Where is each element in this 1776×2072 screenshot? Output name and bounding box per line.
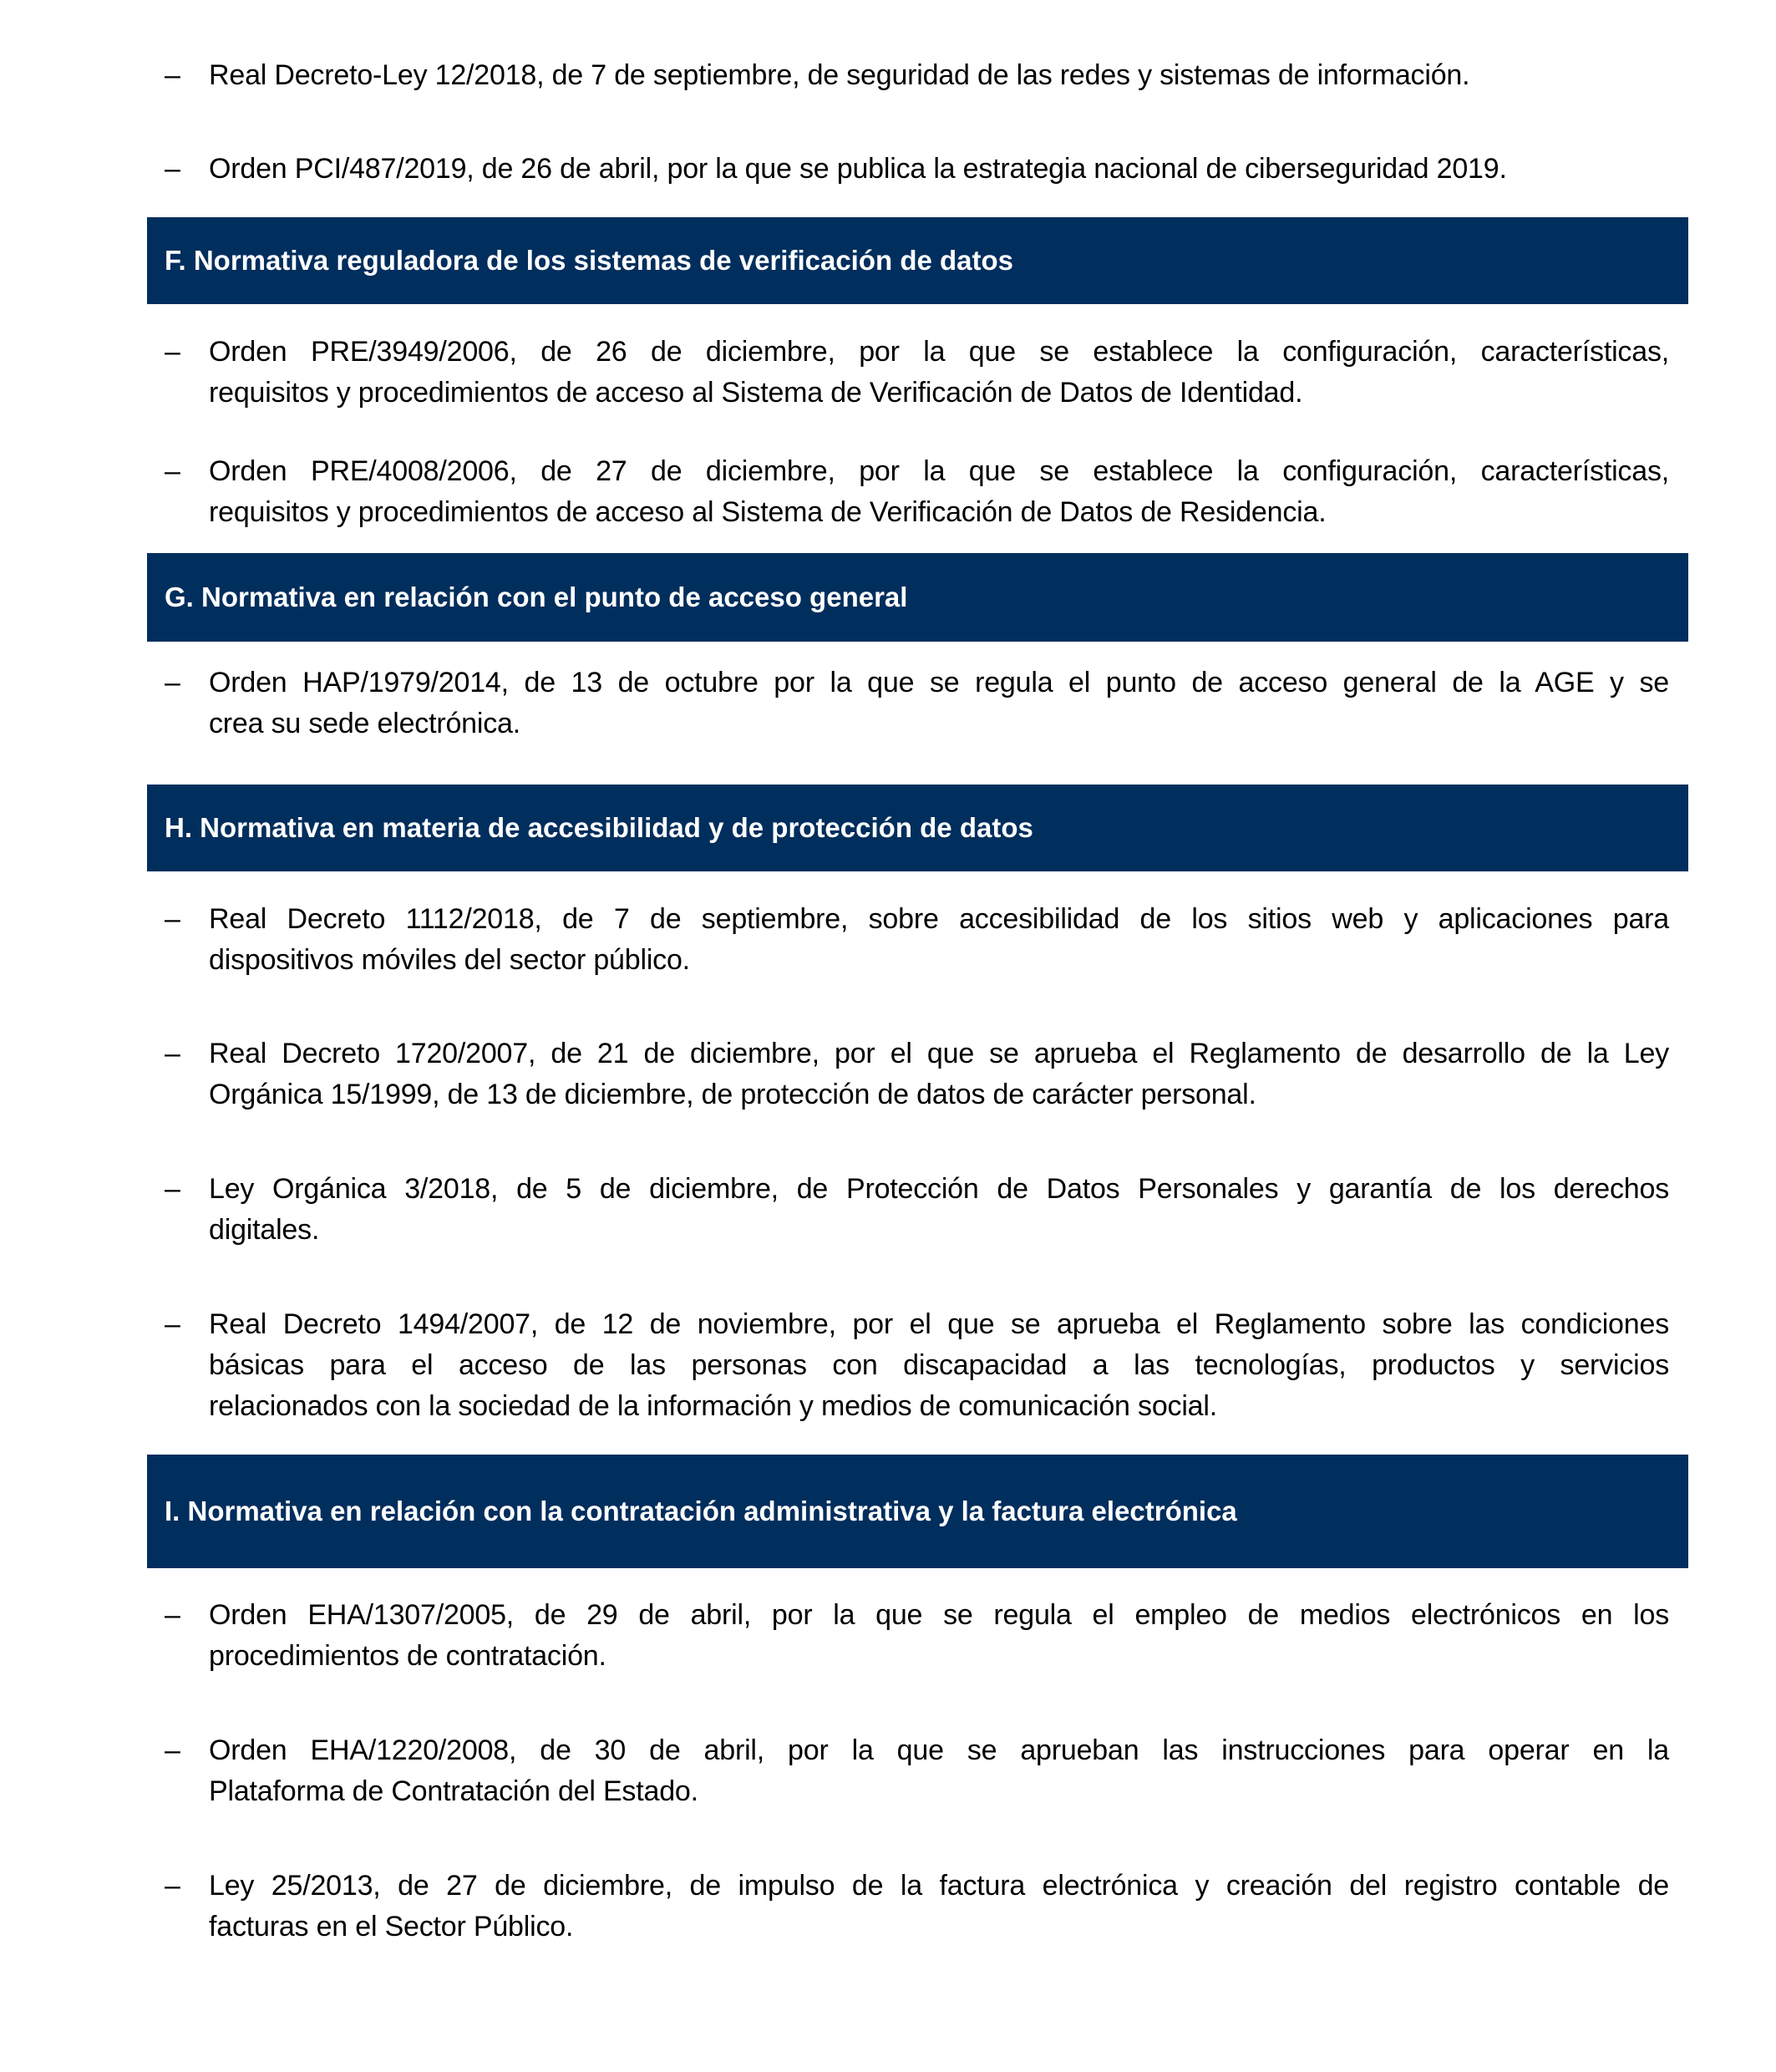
- bullet-dash: –: [165, 1308, 180, 1340]
- bullet-dash: –: [165, 1870, 180, 1902]
- item-text-line: Orden PRE/3949/2006, de 26 de diciembre, por la que se establece la configuración, características,: [209, 336, 1669, 368]
- item-text-line: Orden PCI/487/2019, de 26 de abril, por la que se publica la estrategia nacional de ciberseguridad 2019.: [209, 153, 1507, 185]
- regulation-list-item: [165, 332, 1669, 414]
- regulation-list-item: [165, 1304, 1669, 1427]
- item-text-line: relacionados con la sociedad de la información y medios de comunicación social.: [209, 1390, 1217, 1422]
- item-text-line: Orden HAP/1979/2014, de 13 de octubre por la que se regula el punto de acceso general de la AGE y se: [209, 667, 1669, 698]
- item-text-line: Plataforma de Contratación del Estado.: [209, 1775, 698, 1807]
- bullet-dash: –: [165, 1038, 180, 1069]
- item-text-line: Real Decreto 1720/2007, de 21 de diciembre, por el que se aprueba el Reglamento de desarrollo de la Ley: [209, 1038, 1669, 1069]
- item-text-line: requisitos y procedimientos de acceso al Sistema de Verificación de Datos de Identidad.: [209, 377, 1303, 409]
- item-text-line: Orden EHA/1220/2008, de 30 de abril, por la que se aprueban las instrucciones para operar en la: [209, 1734, 1669, 1766]
- item-text-line: digitales.: [209, 1214, 320, 1246]
- regulation-list-item: [165, 1866, 1669, 1948]
- item-text-line: básicas para el acceso de las personas con discapacidad a las tecnologías, productos y servicios: [209, 1349, 1669, 1381]
- regulation-list-item: [165, 1730, 1669, 1812]
- section-header-h: H. Normativa en materia de accesibilidad y de protección de datos: [147, 785, 1688, 871]
- item-text-line: Orden PRE/4008/2006, de 27 de diciembre, por la que se establece la configuración, características,: [209, 455, 1669, 487]
- section-header-f: F. Normativa reguladora de los sistemas de verificación de datos: [147, 217, 1688, 304]
- regulation-list-item: [165, 149, 1669, 190]
- section-header-i: I. Normativa en relación con la contratación administrativa y la factura electrónica: [147, 1455, 1688, 1568]
- regulation-list-item: [165, 1169, 1669, 1251]
- item-text-line: procedimientos de contratación.: [209, 1640, 606, 1672]
- item-text-line: Orden EHA/1307/2005, de 29 de abril, por la que se regula el empleo de medios electrónicos en los: [209, 1599, 1669, 1631]
- item-text-line: Real Decreto-Ley 12/2018, de 7 de septiembre, de seguridad de las redes y sistemas de información.: [209, 59, 1470, 91]
- regulation-list-item: [165, 899, 1669, 981]
- bullet-dash: –: [165, 903, 180, 935]
- item-text-line: Ley 25/2013, de 27 de diciembre, de impulso de la factura electrónica y creación del registro contable de: [209, 1870, 1669, 1902]
- bullet-dash: –: [165, 336, 180, 368]
- bullet-dash: –: [165, 667, 180, 698]
- regulation-list-item: [165, 1033, 1669, 1115]
- bullet-dash: –: [165, 1173, 180, 1205]
- item-text-line: requisitos y procedimientos de acceso al Sistema de Verificación de Datos de Residencia.: [209, 496, 1327, 528]
- item-text-line: Orgánica 15/1999, de 13 de diciembre, de protección de datos de carácter personal.: [209, 1079, 1256, 1110]
- bullet-dash: –: [165, 1599, 180, 1631]
- item-text-line: Real Decreto 1494/2007, de 12 de noviembre, por el que se aprueba el Reglamento sobre las condiciones: [209, 1308, 1669, 1340]
- regulation-list-item: [165, 663, 1669, 744]
- bullet-dash: –: [165, 455, 180, 487]
- item-text-line: crea su sede electrónica.: [209, 708, 520, 739]
- item-text-line: Ley Orgánica 3/2018, de 5 de diciembre, de Protección de Datos Personales y garantía de los derechos: [209, 1173, 1669, 1205]
- bullet-dash: –: [165, 1734, 180, 1766]
- item-text-line: dispositivos móviles del sector público.: [209, 944, 690, 976]
- section-header-g: G. Normativa en relación con el punto de acceso general: [147, 553, 1688, 642]
- item-text-line: Real Decreto 1112/2018, de 7 de septiembre, sobre accesibilidad de los sitios web y aplicaciones para: [209, 903, 1669, 935]
- regulation-list-item: [165, 451, 1669, 533]
- bullet-dash: –: [165, 59, 180, 91]
- bullet-dash: –: [165, 153, 180, 185]
- regulation-list-item: [165, 55, 1669, 96]
- regulation-list-item: [165, 1595, 1669, 1677]
- item-text-line: facturas en el Sector Público.: [209, 1911, 574, 1942]
